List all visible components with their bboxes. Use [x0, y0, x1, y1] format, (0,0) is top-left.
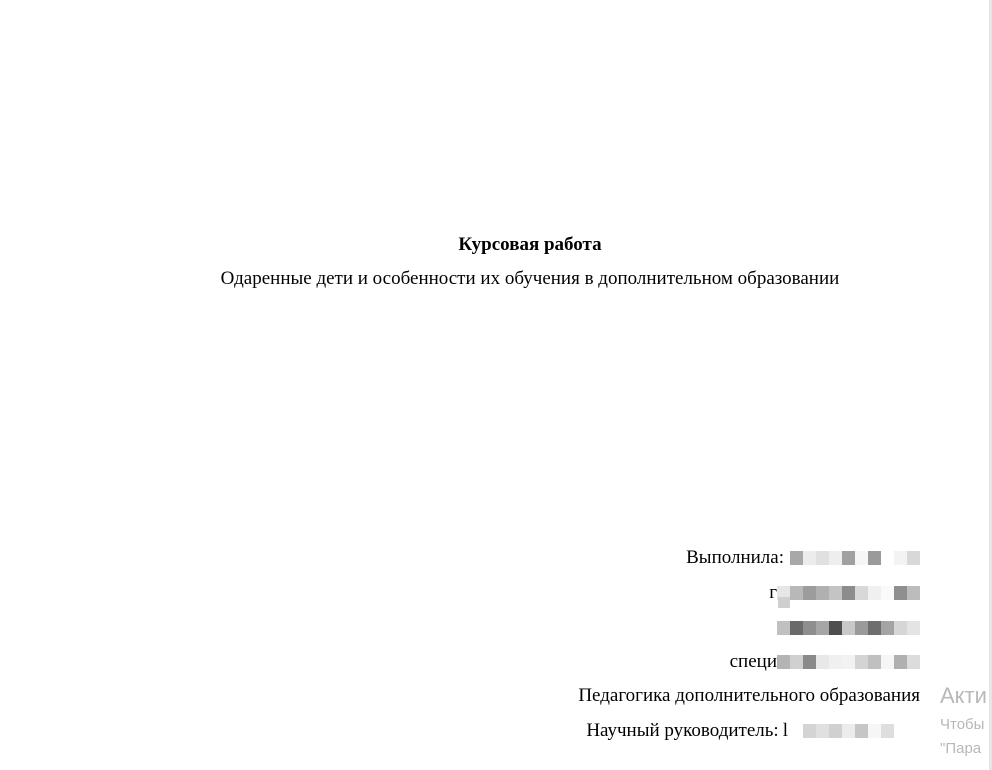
course-line: [777, 616, 920, 640]
activation-watermark-line2: "Пара: [940, 740, 982, 757]
specialty-value-line: [578, 684, 920, 708]
specialty-label-line: [730, 650, 920, 674]
redacted-group: [777, 586, 920, 600]
redacted-performer-name: [790, 551, 920, 565]
document-subtitle: Одаренные дети и особенности их обучения в дополнительном образовании: [220, 268, 840, 289]
specialty-label: специ: [729, 651, 777, 672]
document-title: Курсовая работа: [458, 234, 602, 255]
group-line: [769, 581, 920, 605]
performer-label: Выполнила:: [686, 547, 784, 568]
redacted-course: [777, 621, 920, 635]
redacted-supervisor: [790, 724, 894, 738]
redaction-fragment: [778, 597, 790, 608]
redacted-specialty: [777, 655, 920, 669]
specialty-value: Педагогика дополнительного образования: [578, 685, 920, 706]
supervisor-line: [586, 719, 894, 743]
supervisor-label: Научный руководитель:: [586, 720, 779, 741]
activation-watermark-title: Акти: [940, 683, 987, 708]
activation-watermark-line1: Чтобы: [940, 716, 985, 733]
performer-line: [686, 546, 920, 570]
group-label: г: [769, 582, 777, 603]
supervisor-initial: l: [782, 720, 788, 741]
